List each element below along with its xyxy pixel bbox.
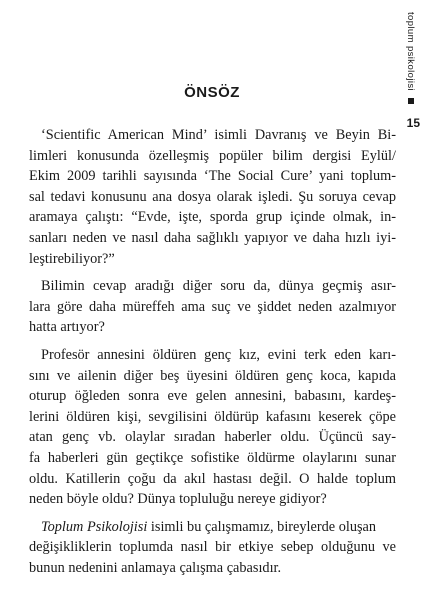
running-head <box>402 12 418 132</box>
text-line: Profesör annesini öldüren genç kız, evini terk eden karı- <box>41 346 396 363</box>
text-line: oturup öğleden sonra eve gelen annesini, babasını, kardeş- <box>29 388 396 405</box>
text-line: atan genç vb. olaylar sıradan haberler oldu. Üçüncü say- <box>29 429 396 446</box>
paragraph-4 <box>29 517 396 579</box>
text-line: leştirebiliyor?” <box>29 250 115 267</box>
text-line: aramaya çalıştı: “Evde, işte, sporda grup içinde olmak, in- <box>29 209 396 226</box>
text-line: sanları neden ve nasıl daha sağlıklı yapıyor ve daha hızlı iyi- <box>29 229 396 246</box>
paragraph-2 <box>29 276 396 338</box>
text-line: bunun nedenini anlamaya çalışma çabasıdır. <box>29 559 282 576</box>
body-text <box>29 125 396 585</box>
paragraph-3 <box>29 345 396 510</box>
text-line: lara göre daha müreffeh ama suç ve şiddet neden azalmıyor <box>29 298 396 315</box>
text-line: lerini öldüren kişi, sevgilisini öldürüp kafasını keserek çöpe <box>29 408 396 425</box>
text-line: limleri konusunda özelleşmiş popüler bilim dergisi Eylül/ <box>29 147 396 164</box>
text-line: sını ve ailenin diğer beş üyesini öldüren genç koca, kapıda <box>29 367 396 384</box>
text-line: neden böyle oldu? Dünya topluluğu nereye gidiyor? <box>29 491 327 508</box>
text-line: hatta artıyor? <box>29 319 105 336</box>
book-title-italic: Toplum Psikolojisi <box>41 518 148 535</box>
text-line: sal tedavi konusunu ana dosya olarak işledi. Şu soruya cevap <box>29 188 396 205</box>
text-line: oldu. Katillerin çoğu da akıl hastası değil. O halde toplum <box>29 470 396 487</box>
text-line: Ekim 2009 tarihli sayısında ‘The Social Cure’ yani toplum- <box>29 168 396 185</box>
text-line: değişikliklerin toplumda nasıl bir etkiye sebep olduğunu ve <box>29 539 396 556</box>
text-line: Bilimin cevap aradığı diğer soru da, dünya geçmiş asır- <box>41 278 396 295</box>
text-line: fa haberleri gün geçtikçe sofistike öldürme olaylarını sunar <box>29 449 396 466</box>
paragraph-1 <box>29 125 396 269</box>
text-line <box>29 517 396 538</box>
text-line: ‘Scientific American Mind’ isimli Davranış ve Beyin Bi- <box>41 127 396 143</box>
text-fragment: isimli bu çalışmamız, bireylerde oluşan <box>147 518 377 535</box>
running-title: toplum psikolojisi <box>405 12 416 92</box>
page-number: 15 <box>406 116 420 130</box>
chapter-heading: ÖNSÖZ <box>184 84 240 101</box>
